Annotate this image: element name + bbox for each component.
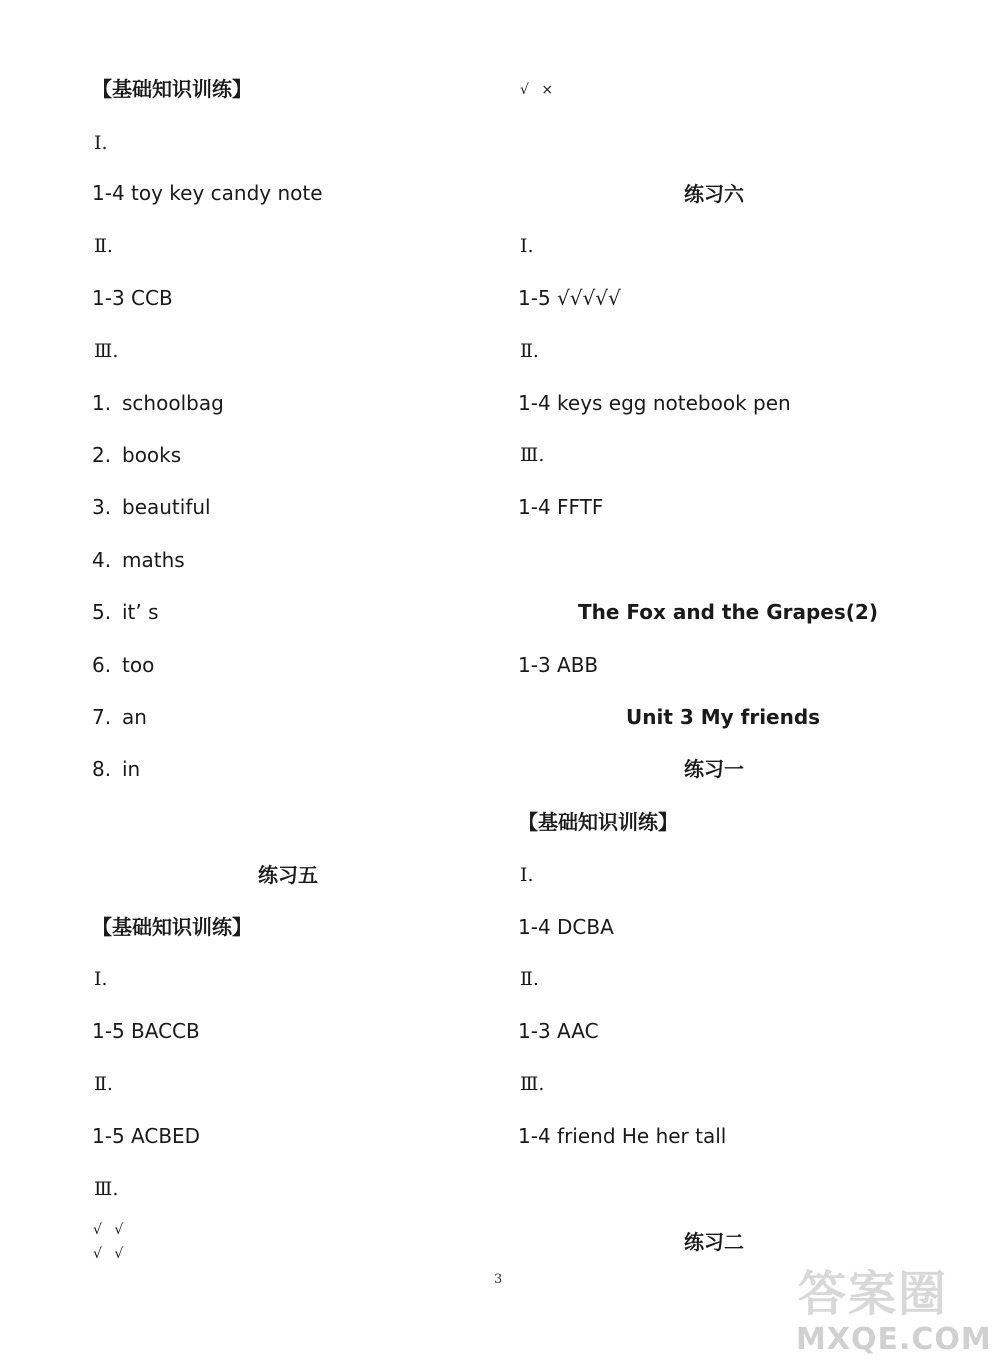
list-item	[92, 704, 147, 730]
watermark-top-text: 答案圈	[798, 1266, 949, 1322]
story-title: The Fox and the Grapes(2)	[578, 600, 878, 624]
section-heading: 【基础知识训练】	[518, 810, 678, 834]
section-heading: 【基础知识训练】	[92, 915, 252, 939]
roman-numeral: Ⅰ.	[520, 864, 534, 886]
item-number: 8.	[92, 757, 112, 781]
answer-line: 1-5 √√√√√	[518, 286, 621, 310]
item-text: it’ s	[122, 600, 159, 624]
item-text: in	[122, 757, 141, 781]
list-item	[92, 494, 211, 520]
roman-numeral: Ⅱ.	[94, 235, 113, 257]
answer-line: 1-5 ACBED	[92, 1124, 201, 1148]
answer-line: 1-4 DCBA	[518, 915, 614, 939]
item-number: 7.	[92, 705, 112, 729]
check-marks: √ √	[93, 1246, 128, 1262]
list-item	[92, 599, 159, 625]
item-text: books	[122, 443, 182, 467]
unit-title: Unit 3 My friends	[626, 705, 821, 729]
item-number: 1.	[92, 391, 112, 415]
exercise-title: 练习二	[684, 1230, 744, 1254]
roman-numeral: Ⅲ.	[94, 1178, 119, 1200]
list-item	[92, 390, 224, 416]
item-number: 4.	[92, 548, 112, 572]
section-heading: 【基础知识训练】	[92, 77, 252, 101]
watermark-bottom-text: MXQE.COM	[796, 1322, 992, 1357]
item-text: beautiful	[122, 495, 211, 519]
answer-line: 1-4 FFTF	[518, 495, 604, 519]
roman-numeral: Ⅱ.	[94, 1073, 113, 1095]
page-number: 3	[494, 1272, 503, 1287]
roman-numeral: Ⅲ.	[94, 340, 119, 362]
exercise-title: 练习六	[684, 182, 744, 206]
roman-numeral: Ⅲ.	[520, 1073, 545, 1095]
answer-line: 1-4 friend He her tall	[518, 1124, 727, 1148]
check-marks: √ ×	[520, 82, 558, 98]
item-number: 3.	[92, 495, 112, 519]
roman-numeral: Ⅰ.	[94, 132, 108, 154]
roman-numeral: Ⅱ.	[520, 340, 539, 362]
check-marks: √ √	[93, 1222, 128, 1238]
roman-numeral: Ⅱ.	[520, 968, 539, 990]
list-item	[92, 756, 140, 782]
answer-line: 1-3 AAC	[518, 1019, 599, 1043]
exercise-title: 练习一	[684, 757, 744, 781]
roman-numeral: Ⅰ.	[94, 968, 108, 990]
watermark-logo	[792, 1268, 992, 1358]
answer-line: 1-3 CCB	[92, 286, 173, 310]
list-item	[92, 442, 181, 468]
item-text: too	[122, 653, 155, 677]
item-text: schoolbag	[122, 391, 224, 415]
roman-numeral: Ⅲ.	[520, 444, 545, 466]
answer-line: 1-3 ABB	[518, 653, 599, 677]
item-text: an	[122, 705, 147, 729]
list-item	[92, 547, 185, 573]
roman-numeral: Ⅰ.	[520, 235, 534, 257]
exercise-title: 练习五	[258, 863, 318, 887]
answer-line: 1-5 BACCB	[92, 1019, 200, 1043]
answer-line: 1-4 keys egg notebook pen	[518, 391, 791, 415]
item-number: 5.	[92, 600, 112, 624]
answer-line: 1-4 toy key candy note	[92, 181, 323, 205]
item-number: 6.	[92, 653, 112, 677]
item-text: maths	[122, 548, 185, 572]
list-item	[92, 652, 154, 678]
item-number: 2.	[92, 443, 112, 467]
